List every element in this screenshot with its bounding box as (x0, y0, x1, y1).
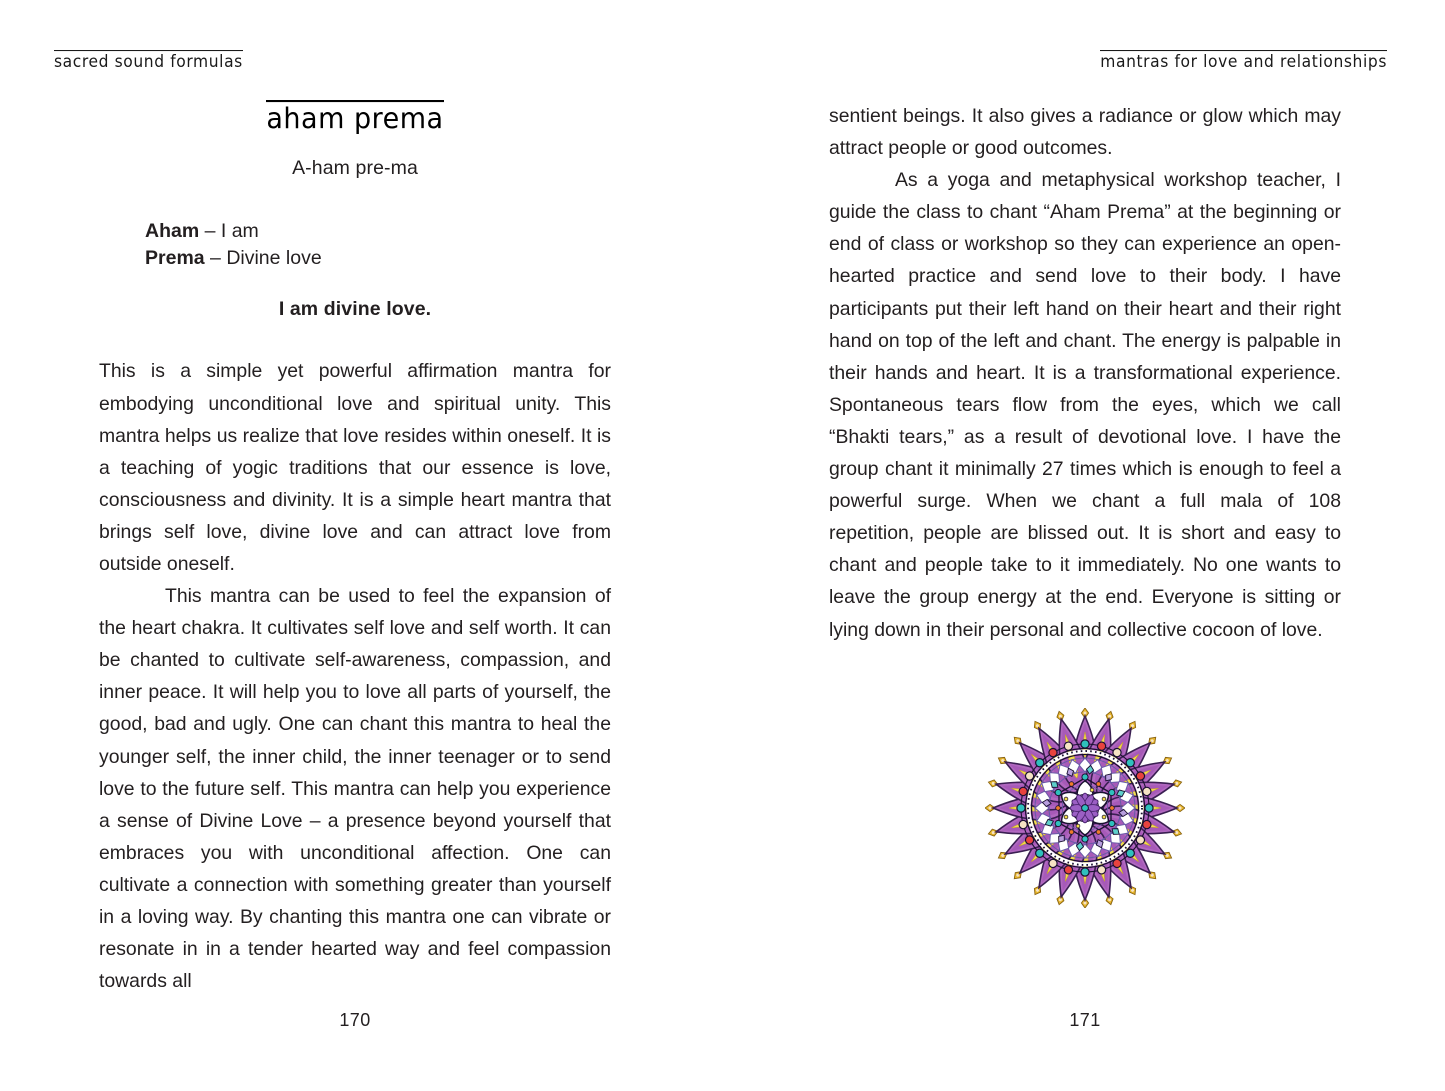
mantra-glossary (145, 218, 611, 271)
paragraph: This mantra can be used to feel the expansion of the heart chakra. It cultivates self love and self worth. It can be chanted to cultivate self-awareness, compassion, and inner peace. It will help you to love all parts of yourself, the good, bad and ugly. One can chant this mantra to heal the younger self, the inner child, the inner teenager or to send love to the future self. This mantra can help you experience a sense of Divine Love – a presence beyond yourself that embraces you with unconditional affection. One can cultivate a connection with something greater than yourself in a loving way. By chanting this mantra one can vibrate or resonate in in a tender hearted way and feel compassion towards all (99, 585, 611, 993)
mantra-title (99, 100, 611, 146)
running-head-left (54, 50, 243, 71)
mantra-meaning: I am divine love. (278, 298, 432, 321)
mantra-pronunciation: A-ham pre-ma (292, 157, 418, 179)
paragraph: As a yoga and metaphysical workshop teacher, I guide the class to chant “Aham Prema” at the beginning or end of class or workshop so they can experience an open- hearted practice and send love to their body. I have participants put their left hand on their heart and their right hand on top of the left and chant. The energy is palpable in their hands and heart. It is a transformational experience. Spontaneous tears flow from the eyes, which we call “Bhakti tears,” as a result of devotional love. I have the group chant it minimally 27 times which is enough to feel a powerful surge. When we chant a full mala of 108 repetition, people are blissed out. It is short and easy to chant and people take to it immediately. No one wants to leave the group energy at the end. Everyone is sitting or lying down in their personal and collective cocoon of love. (829, 169, 1341, 641)
glossary-definition-aham: I am (220, 220, 259, 242)
page-left-column (99, 100, 611, 997)
running-head-right (1100, 50, 1387, 71)
paragraph: This is a simple yet powerful affirmation mantra for embodying unconditional love and spiritual unity. This mantra helps us realize that love resides within oneself. It is a teaching of yogic traditions that our essence is love, consciousness and divinity. It is a simple heart mantra that brings self love, divine love and can attract love from outside oneself. (99, 360, 611, 575)
mantra-title-text: aham prema (266, 100, 443, 135)
mandala-illustration (829, 708, 1341, 908)
glossary-dash-prema: – (204, 246, 227, 269)
mandala-svg (985, 708, 1185, 908)
running-head-left-text: sacred sound formulas (54, 50, 243, 71)
running-head-right-text: mantras for love and relationships (1100, 50, 1387, 71)
mandala-body (985, 708, 1185, 908)
glossary-dash-aham: – (199, 220, 221, 242)
page-number-right: 171 (1069, 1010, 1101, 1030)
page-number-left: 170 (339, 1010, 371, 1030)
glossary-term-aham: Aham (145, 220, 200, 242)
glossary-definition-prema: Divine love (226, 246, 322, 269)
page-right-column (829, 100, 1341, 908)
paragraph: sentient beings. It also gives a radiance or glow which may attract people or good outcomes. (829, 105, 1341, 160)
glossary-entry-prema (145, 245, 611, 272)
glossary-term-prema: Prema (145, 246, 205, 269)
glossary-entry-aham (145, 218, 611, 245)
